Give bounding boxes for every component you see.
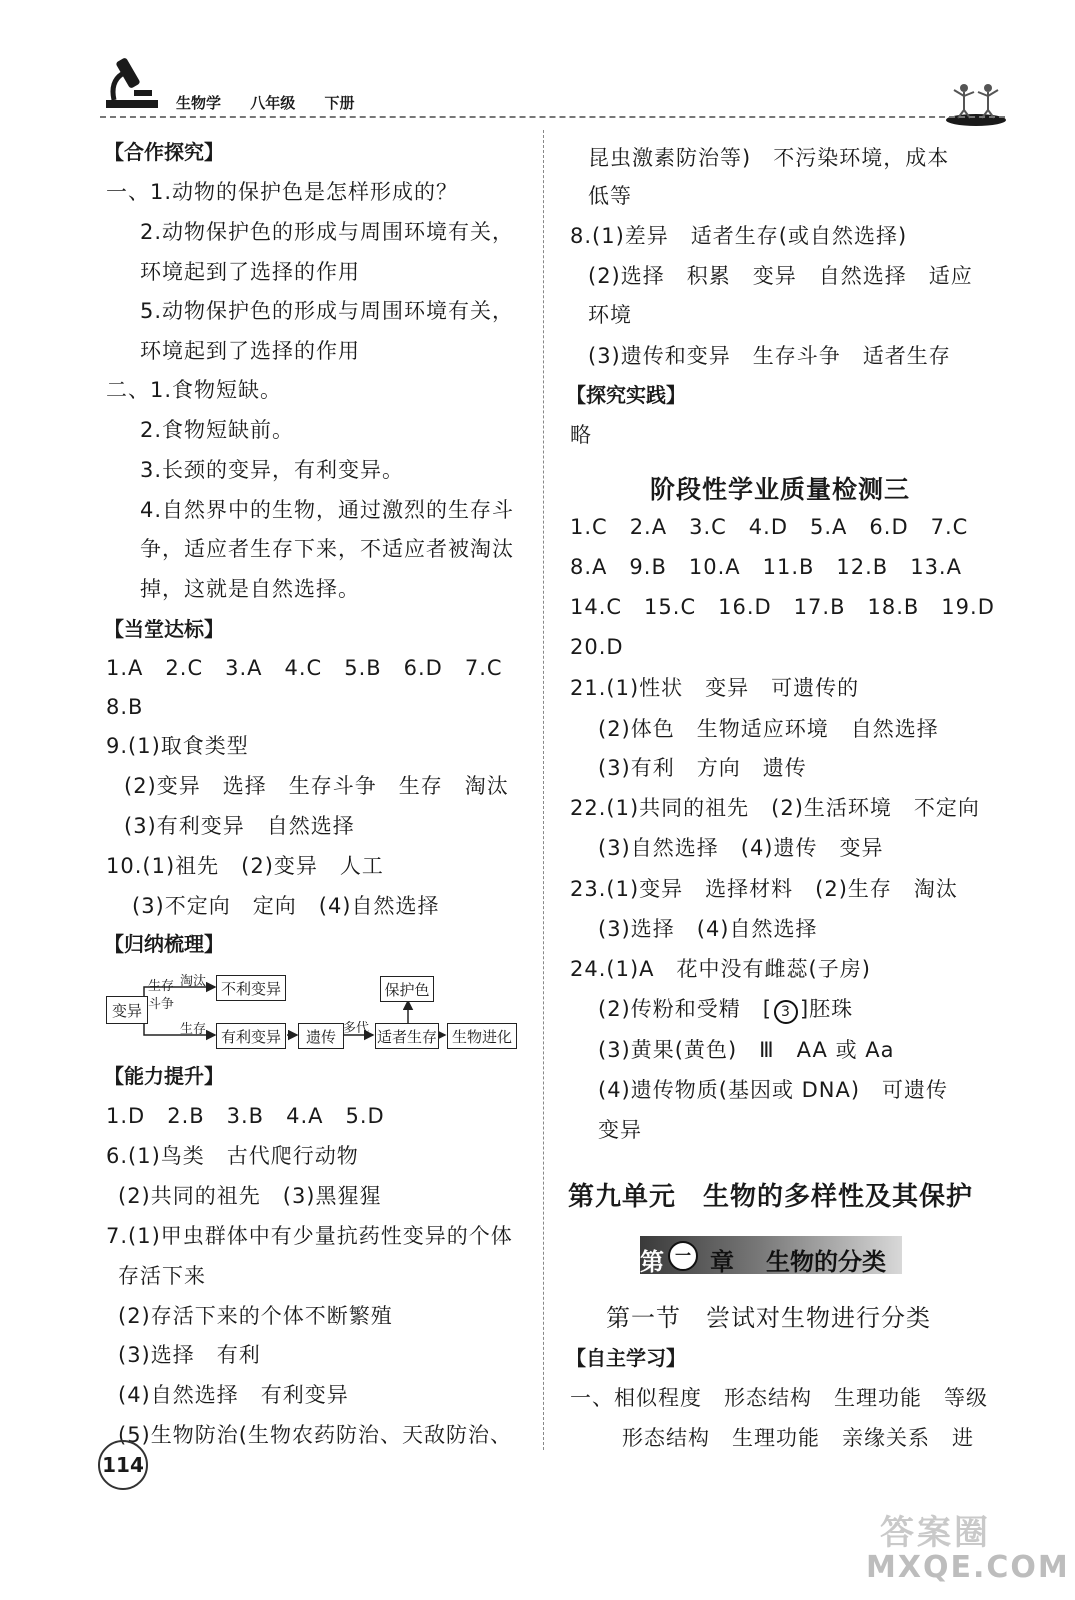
answer-line bbox=[598, 999, 853, 1024]
answer-line: 一、相似程度 形态结构 生理功能 等级 bbox=[570, 1386, 988, 1410]
answer-line: 4.自然界中的生物，通过激烈的生存斗 bbox=[140, 498, 515, 522]
section-title-jieduan: 阶段性学业质量检测三 bbox=[650, 475, 911, 504]
answer-line: 9.(1)取食类型 bbox=[106, 734, 249, 758]
heading-zizhu-xuexi: 【自主学习】 bbox=[566, 1346, 686, 1370]
watermark-url: MXQE.COM bbox=[866, 1550, 1070, 1585]
answer-line: (3)有利变异 自然选择 bbox=[124, 814, 355, 838]
answer-line: (2)选择 积累 变异 自然选择 适应 bbox=[588, 264, 973, 288]
dancers-decoration-icon bbox=[944, 80, 1008, 132]
answer-line: 10.(1)祖先 (2)变异 人工 bbox=[106, 854, 384, 878]
answer-line: 变异 bbox=[598, 1118, 642, 1142]
diagram-box-yichuan: 遗传 bbox=[298, 1023, 344, 1049]
answer-line: 6.(1)鸟类 古代爬行动物 bbox=[106, 1144, 359, 1168]
diagram-label-taotai: 淘汰 bbox=[180, 974, 207, 989]
heading-guina-shuli: 【归纳梳理】 bbox=[104, 932, 224, 956]
header-volume: 下册 bbox=[324, 94, 355, 112]
answer-line: (3)选择 (4)自然选择 bbox=[598, 917, 818, 941]
answer-line: 1.A 2.C 3.A 4.C 5.B 6.D 7.C bbox=[106, 656, 503, 680]
microscope-logo-icon bbox=[100, 52, 162, 116]
answer-line: 略 bbox=[570, 423, 592, 447]
answer-line: 21.(1)性状 变异 可遗传的 bbox=[570, 676, 860, 700]
answer-line: 23.(1)变异 选择材料 (2)生存 淘汰 bbox=[570, 877, 958, 901]
chapter-banner bbox=[640, 1236, 902, 1274]
diagram-label-shengcun: 生存 bbox=[148, 979, 175, 994]
answer-line: 一、1.动物的保护色是怎样形成的？ bbox=[106, 180, 459, 204]
unit-title: 第九单元 生物的多样性及其保护 bbox=[568, 1182, 974, 1212]
answer-part: (2)传粉和受精 [ bbox=[598, 997, 772, 1021]
answer-line: 5.动物保护色的形成与周围环境有关， bbox=[140, 299, 515, 323]
answer-line: 环境起到了选择的作用 bbox=[140, 260, 360, 284]
header-divider bbox=[100, 116, 1005, 118]
answer-line: (2)变异 选择 生存斗争 生存 淘汰 bbox=[124, 774, 509, 798]
circled-number: 3 bbox=[774, 1000, 798, 1024]
diagram-label-duodai: 多代 bbox=[343, 1021, 370, 1036]
diagram-box-shizhe-shengcun: 适者生存 bbox=[375, 1023, 439, 1049]
answer-line: 争，适应者生存下来，不适应者被淘汰 bbox=[140, 537, 514, 561]
answer-line: 环境 bbox=[588, 303, 632, 327]
answer-line: 昆虫激素防治等) 不污染环境，成本 bbox=[588, 146, 950, 170]
diagram-box-baohuse: 保护色 bbox=[380, 976, 434, 1002]
answer-line: 20.D bbox=[570, 635, 624, 659]
diagram-label-douzheng: 斗争 bbox=[148, 997, 175, 1012]
chapter-di: 第 bbox=[640, 1248, 664, 1276]
answer-line: 二、1.食物短缺。 bbox=[106, 378, 283, 402]
answer-line: (3)有利 方向 遗传 bbox=[598, 756, 807, 780]
answer-line: (2)存活下来的个体不断繁殖 bbox=[118, 1304, 393, 1328]
page-number: 114 bbox=[98, 1440, 148, 1490]
header-text bbox=[176, 92, 379, 113]
answer-line: 2.动物保护色的形成与周围环境有关， bbox=[140, 220, 515, 244]
answer-line: (4)自然选择 有利变异 bbox=[118, 1383, 349, 1407]
diagram-box-youli-bianyi: 有利变异 bbox=[216, 1023, 286, 1049]
answer-line: 22.(1)共同的祖先 (2)生活环境 不定向 bbox=[570, 796, 980, 820]
answer-line: (3)不定向 定向 (4)自然选择 bbox=[132, 894, 440, 918]
chapter-zhang: 章 bbox=[710, 1248, 734, 1276]
heading-nengli-tisheng: 【能力提升】 bbox=[104, 1064, 224, 1088]
answer-line: 环境起到了选择的作用 bbox=[140, 339, 360, 363]
heading-dangtang-dabiao: 【当堂达标】 bbox=[104, 617, 224, 641]
answer-line: (4)遗传物质(基因或 DNA) 可遗传 bbox=[598, 1078, 949, 1102]
answer-line: 形态结构 生理功能 亲缘关系 进 bbox=[622, 1426, 974, 1450]
answer-line: 掉，这就是自然选择。 bbox=[140, 577, 360, 601]
answer-line: 24.(1)A 花中没有雌蕊(子房) bbox=[570, 957, 871, 981]
chapter-number: 一 bbox=[668, 1241, 698, 1271]
answer-line: 8.A 9.B 10.A 11.B 12.B 13.A bbox=[570, 555, 962, 579]
answer-line: (2)体色 生物适应环境 自然选择 bbox=[598, 717, 939, 741]
answer-line: (2)共同的祖先 (3)黑猩猩 bbox=[118, 1184, 382, 1208]
answer-line: 7.(1)甲虫群体中有少量抗药性变异的个体 bbox=[106, 1224, 513, 1248]
heading-tanjiu-shijian: 【探究实践】 bbox=[566, 383, 686, 407]
answer-line: 2.食物短缺前。 bbox=[140, 418, 295, 442]
column-divider bbox=[543, 130, 544, 1450]
answer-part: ]胚珠 bbox=[799, 997, 854, 1021]
header-subject: 生物学 bbox=[176, 94, 222, 112]
answer-line: 1.C 2.A 3.C 4.D 5.A 6.D 7.C bbox=[570, 515, 969, 539]
answer-line: 1.D 2.B 3.B 4.A 5.D bbox=[106, 1104, 385, 1128]
answer-line: 存活下来 bbox=[118, 1264, 206, 1288]
answer-line: (3)选择 有利 bbox=[118, 1343, 261, 1367]
heading-hezuo-tanjiu: 【合作探究】 bbox=[104, 140, 224, 164]
answer-line: (3)自然选择 (4)遗传 变异 bbox=[598, 836, 884, 860]
chapter-title: 生物的分类 bbox=[766, 1248, 886, 1276]
answer-line: 低等 bbox=[588, 184, 632, 208]
answer-line: (5)生物防治(生物农药防治、天敌防治、 bbox=[118, 1423, 512, 1447]
answer-line: 8.B bbox=[106, 695, 144, 719]
header-grade: 八年级 bbox=[250, 94, 296, 112]
diagram-label-shengcun2: 生存 bbox=[180, 1022, 207, 1037]
answer-line: 3.长颈的变异，有利变异。 bbox=[140, 458, 405, 482]
diagram-box-buli-bianyi: 不利变异 bbox=[216, 975, 286, 1001]
answer-line: 8.(1)差异 适者生存(或自然选择) bbox=[570, 224, 908, 248]
answer-line: (3)遗传和变异 生存斗争 适者生存 bbox=[588, 344, 951, 368]
diagram-box-shengwu-jinhua: 生物进化 bbox=[447, 1023, 517, 1049]
diagram-box-bianyi: 变异 bbox=[106, 996, 148, 1024]
answer-line: 14.C 15.C 16.D 17.B 18.B 19.D bbox=[570, 595, 995, 619]
answer-line: (3)黄果(黄色) Ⅲ AA 或 Aa bbox=[598, 1038, 895, 1062]
watermark-logo: 答案圈 bbox=[880, 1513, 991, 1553]
section-heading: 第一节 尝试对生物进行分类 bbox=[606, 1304, 931, 1332]
